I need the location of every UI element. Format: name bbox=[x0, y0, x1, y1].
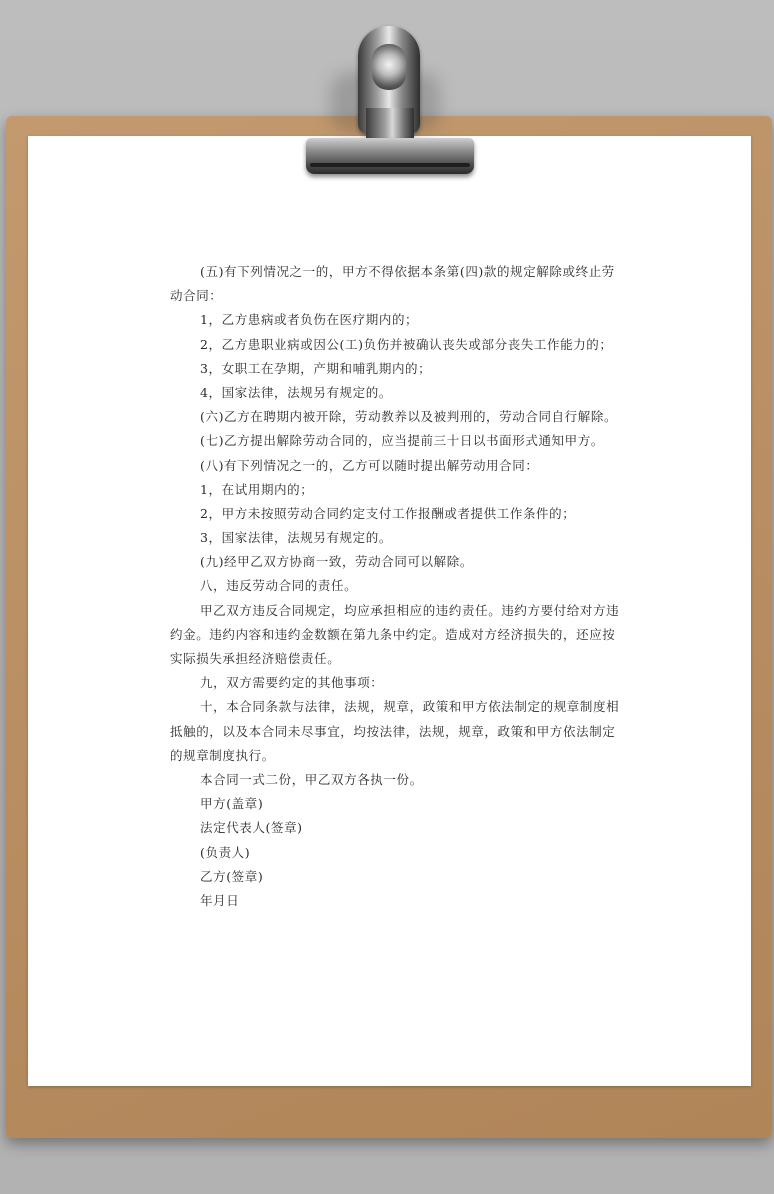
document-body bbox=[170, 260, 620, 913]
document-line: 2，甲方未按照劳动合同约定支付工作报酬或者提供工作条件的； bbox=[200, 505, 576, 521]
document-line: 动合同： bbox=[170, 288, 223, 304]
document-line: 实际损失承担经济赔偿责任。 bbox=[170, 651, 341, 666]
document-line: 1，在试用期内的； bbox=[200, 481, 314, 497]
binder-clip-stem bbox=[366, 108, 414, 142]
document-line: 的规章制度执行。 bbox=[170, 747, 275, 763]
document-line: (五)有下列情况之一的，甲方不得依据本条第(四)款的规定解除或终止劳 bbox=[200, 264, 615, 279]
document-line: 4，国家法律，法规另有规定的。 bbox=[200, 384, 392, 400]
document-line: 九，双方需要约定的其他事项： bbox=[200, 675, 384, 691]
document-line: 年月日 bbox=[200, 892, 240, 908]
document-line: (六)乙方在聘期内被开除，劳动教养以及被判刑的，劳动合同自行解除。 bbox=[200, 409, 618, 425]
document-line: 甲乙双方违反合同规定，均应承担相应的违约责任。违约方要付给对方违 bbox=[200, 602, 620, 618]
binder-clip-hole bbox=[372, 44, 406, 90]
document-line: 八，违反劳动合同的责任。 bbox=[200, 578, 358, 594]
document-line: (九)经甲乙双方协商一致，劳动合同可以解除。 bbox=[200, 554, 473, 570]
document-line: 乙方(签章) bbox=[200, 868, 264, 884]
document-line: 2，乙方患职业病或因公(工)负伤并被确认丧失或部分丧失工作能力的； bbox=[200, 336, 613, 352]
document-line: 3，女职工在孕期，产期和哺乳期内的； bbox=[200, 360, 432, 376]
document-line: (负责人) bbox=[200, 844, 251, 860]
document-line: 3，国家法律，法规另有规定的。 bbox=[200, 530, 392, 546]
document-line: (八)有下列情况之一的，乙方可以随时提出解劳动用合同： bbox=[200, 457, 539, 473]
document-line: 甲方(盖章) bbox=[200, 796, 264, 812]
document-line: 法定代表人(签章) bbox=[200, 820, 303, 836]
document-line: 约金。违约内容和违约金数额在第九条中约定。造成对方经济损失的，还应按 bbox=[170, 626, 616, 642]
binder-clip-edge bbox=[310, 163, 470, 167]
document-line: 抵触的，以及本合同未尽事宜，均按法律，法规，规章，政策和甲方依法制定 bbox=[170, 723, 616, 739]
document-line: (七)乙方提出解除劳动合同的，应当提前三十日以书面形式通知甲方。 bbox=[200, 433, 604, 449]
document-line: 十，本合同条款与法律，法规，规章，政策和甲方依法制定的规章制度相 bbox=[200, 699, 620, 715]
document-line: 本合同一式二份，甲乙双方各执一份。 bbox=[200, 771, 423, 787]
document-line: 1，乙方患病或者负伤在医疗期内的； bbox=[200, 312, 419, 328]
binder-clip-plate bbox=[306, 138, 474, 174]
